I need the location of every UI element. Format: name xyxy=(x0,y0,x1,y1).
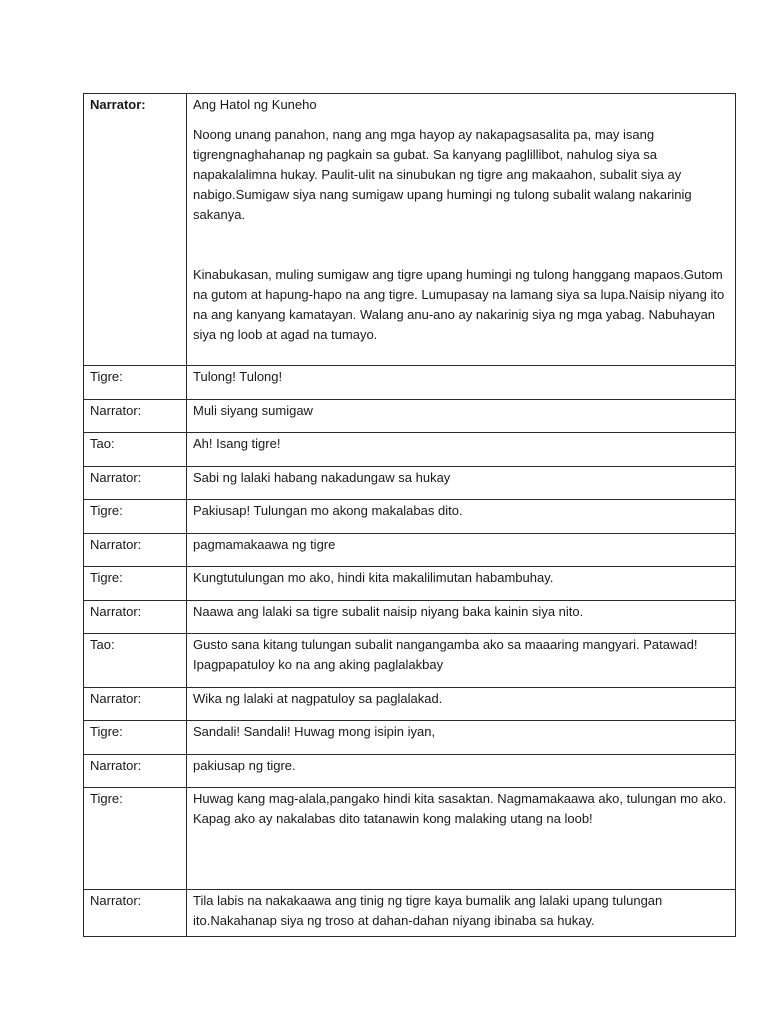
table-row xyxy=(84,467,736,500)
table-row xyxy=(84,94,736,366)
line-cell: Huwag kang mag-alala,pangako hindi kita sasaktan. Nagmamakaawa ako, tulungan mo ako. Kapag ako ay nakalabas dito tatanawin kong malaking utang na loob! xyxy=(187,788,736,890)
line-cell: Kungtutulungan mo ako, hindi kita makalilimutan habambuhay. xyxy=(187,567,736,601)
line-cell: Tulong! Tulong! xyxy=(187,366,736,400)
table-row xyxy=(84,500,736,534)
table-row xyxy=(84,788,736,890)
table-row xyxy=(84,567,736,601)
speaker-cell: Tigre: xyxy=(84,567,187,601)
table-row xyxy=(84,755,736,788)
line-cell: Naawa ang lalaki sa tigre subalit naisip niyang baka kainin siya nito. xyxy=(187,601,736,634)
script-table xyxy=(83,93,736,937)
table-row xyxy=(84,688,736,721)
speaker-cell: Narrator: xyxy=(84,534,187,567)
table-row xyxy=(84,890,736,937)
table-row xyxy=(84,601,736,634)
line-cell: Pakiusap! Tulungan mo akong makalabas dito. xyxy=(187,500,736,534)
speaker-cell: Tigre: xyxy=(84,721,187,755)
line-cell: Sandali! Sandali! Huwag mong isipin iyan, xyxy=(187,721,736,755)
speaker-cell: Tigre: xyxy=(84,788,187,890)
line-cell: Ah! Isang tigre! xyxy=(187,433,736,467)
speaker-cell: Tigre: xyxy=(84,366,187,400)
speaker-cell: Tao: xyxy=(84,634,187,688)
line-cell: Gusto sana kitang tulungan subalit nangangamba ako sa maaaring mangyari. Patawad! Ipagpapatuloy ko na ang aking paglalakbay xyxy=(187,634,736,688)
story-title: Ang Hatol ng Kuneho xyxy=(193,97,317,112)
story-paragraph: Noong unang panahon, nang ang mga hayop ay nakapagsasalita pa, may isang tigrengnaghahanap ng pagkain sa gubat. Sa kanyang paglillibot, nahulog siya sa napakalalimna hukay. Paulit-ulit na sinubukan ng tigre ang makaahon, subalit siya ay nabigo.Sumigaw siya nang sumigaw upang humingi ng tulong subalit walang nakarinig sakanya. xyxy=(193,127,692,222)
line-cell: Wika ng lalaki at nagpatuloy sa paglalakad. xyxy=(187,688,736,721)
line-cell: Muli siyang sumigaw xyxy=(187,400,736,433)
table-row xyxy=(84,366,736,400)
table-row xyxy=(84,634,736,688)
line-cell: pagmamakaawa ng tigre xyxy=(187,534,736,567)
speaker-cell: Narrator: xyxy=(84,688,187,721)
story-paragraph: Kinabukasan, muling sumigaw ang tigre upang humingi ng tulong hanggang mapaos.Gutom na gutom at hapung-hapo na ang tigre. Lumupasay na lamang siya sa lupa.Naisip niyang ito na ang kanyang kamatayan. Walang anu-ano ay nakarinig siya ng mga yabag. Nabuhayan siya ng loob at agad na tumayo. xyxy=(193,267,725,342)
table-row xyxy=(84,433,736,467)
speaker-cell: Narrator: xyxy=(84,755,187,788)
speaker-cell: Narrator: xyxy=(84,601,187,634)
table-row xyxy=(84,400,736,433)
speaker-cell: Tigre: xyxy=(84,500,187,534)
line-cell: Tila labis na nakakaawa ang tinig ng tigre kaya bumalik ang lalaki upang tulungan ito.Nakahanap siya ng troso at dahan-dahan niyang ibinaba sa hukay. xyxy=(187,890,736,937)
speaker-cell: Narrator: xyxy=(84,890,187,937)
table-row xyxy=(84,721,736,755)
speaker-cell: Narrator: xyxy=(84,400,187,433)
speaker-cell: Narrator: xyxy=(84,94,187,366)
table-row xyxy=(84,534,736,567)
line-cell xyxy=(187,94,736,366)
speaker-cell: Tao: xyxy=(84,433,187,467)
line-cell: Sabi ng lalaki habang nakadungaw sa hukay xyxy=(187,467,736,500)
line-cell: pakiusap ng tigre. xyxy=(187,755,736,788)
speaker-cell: Narrator: xyxy=(84,467,187,500)
